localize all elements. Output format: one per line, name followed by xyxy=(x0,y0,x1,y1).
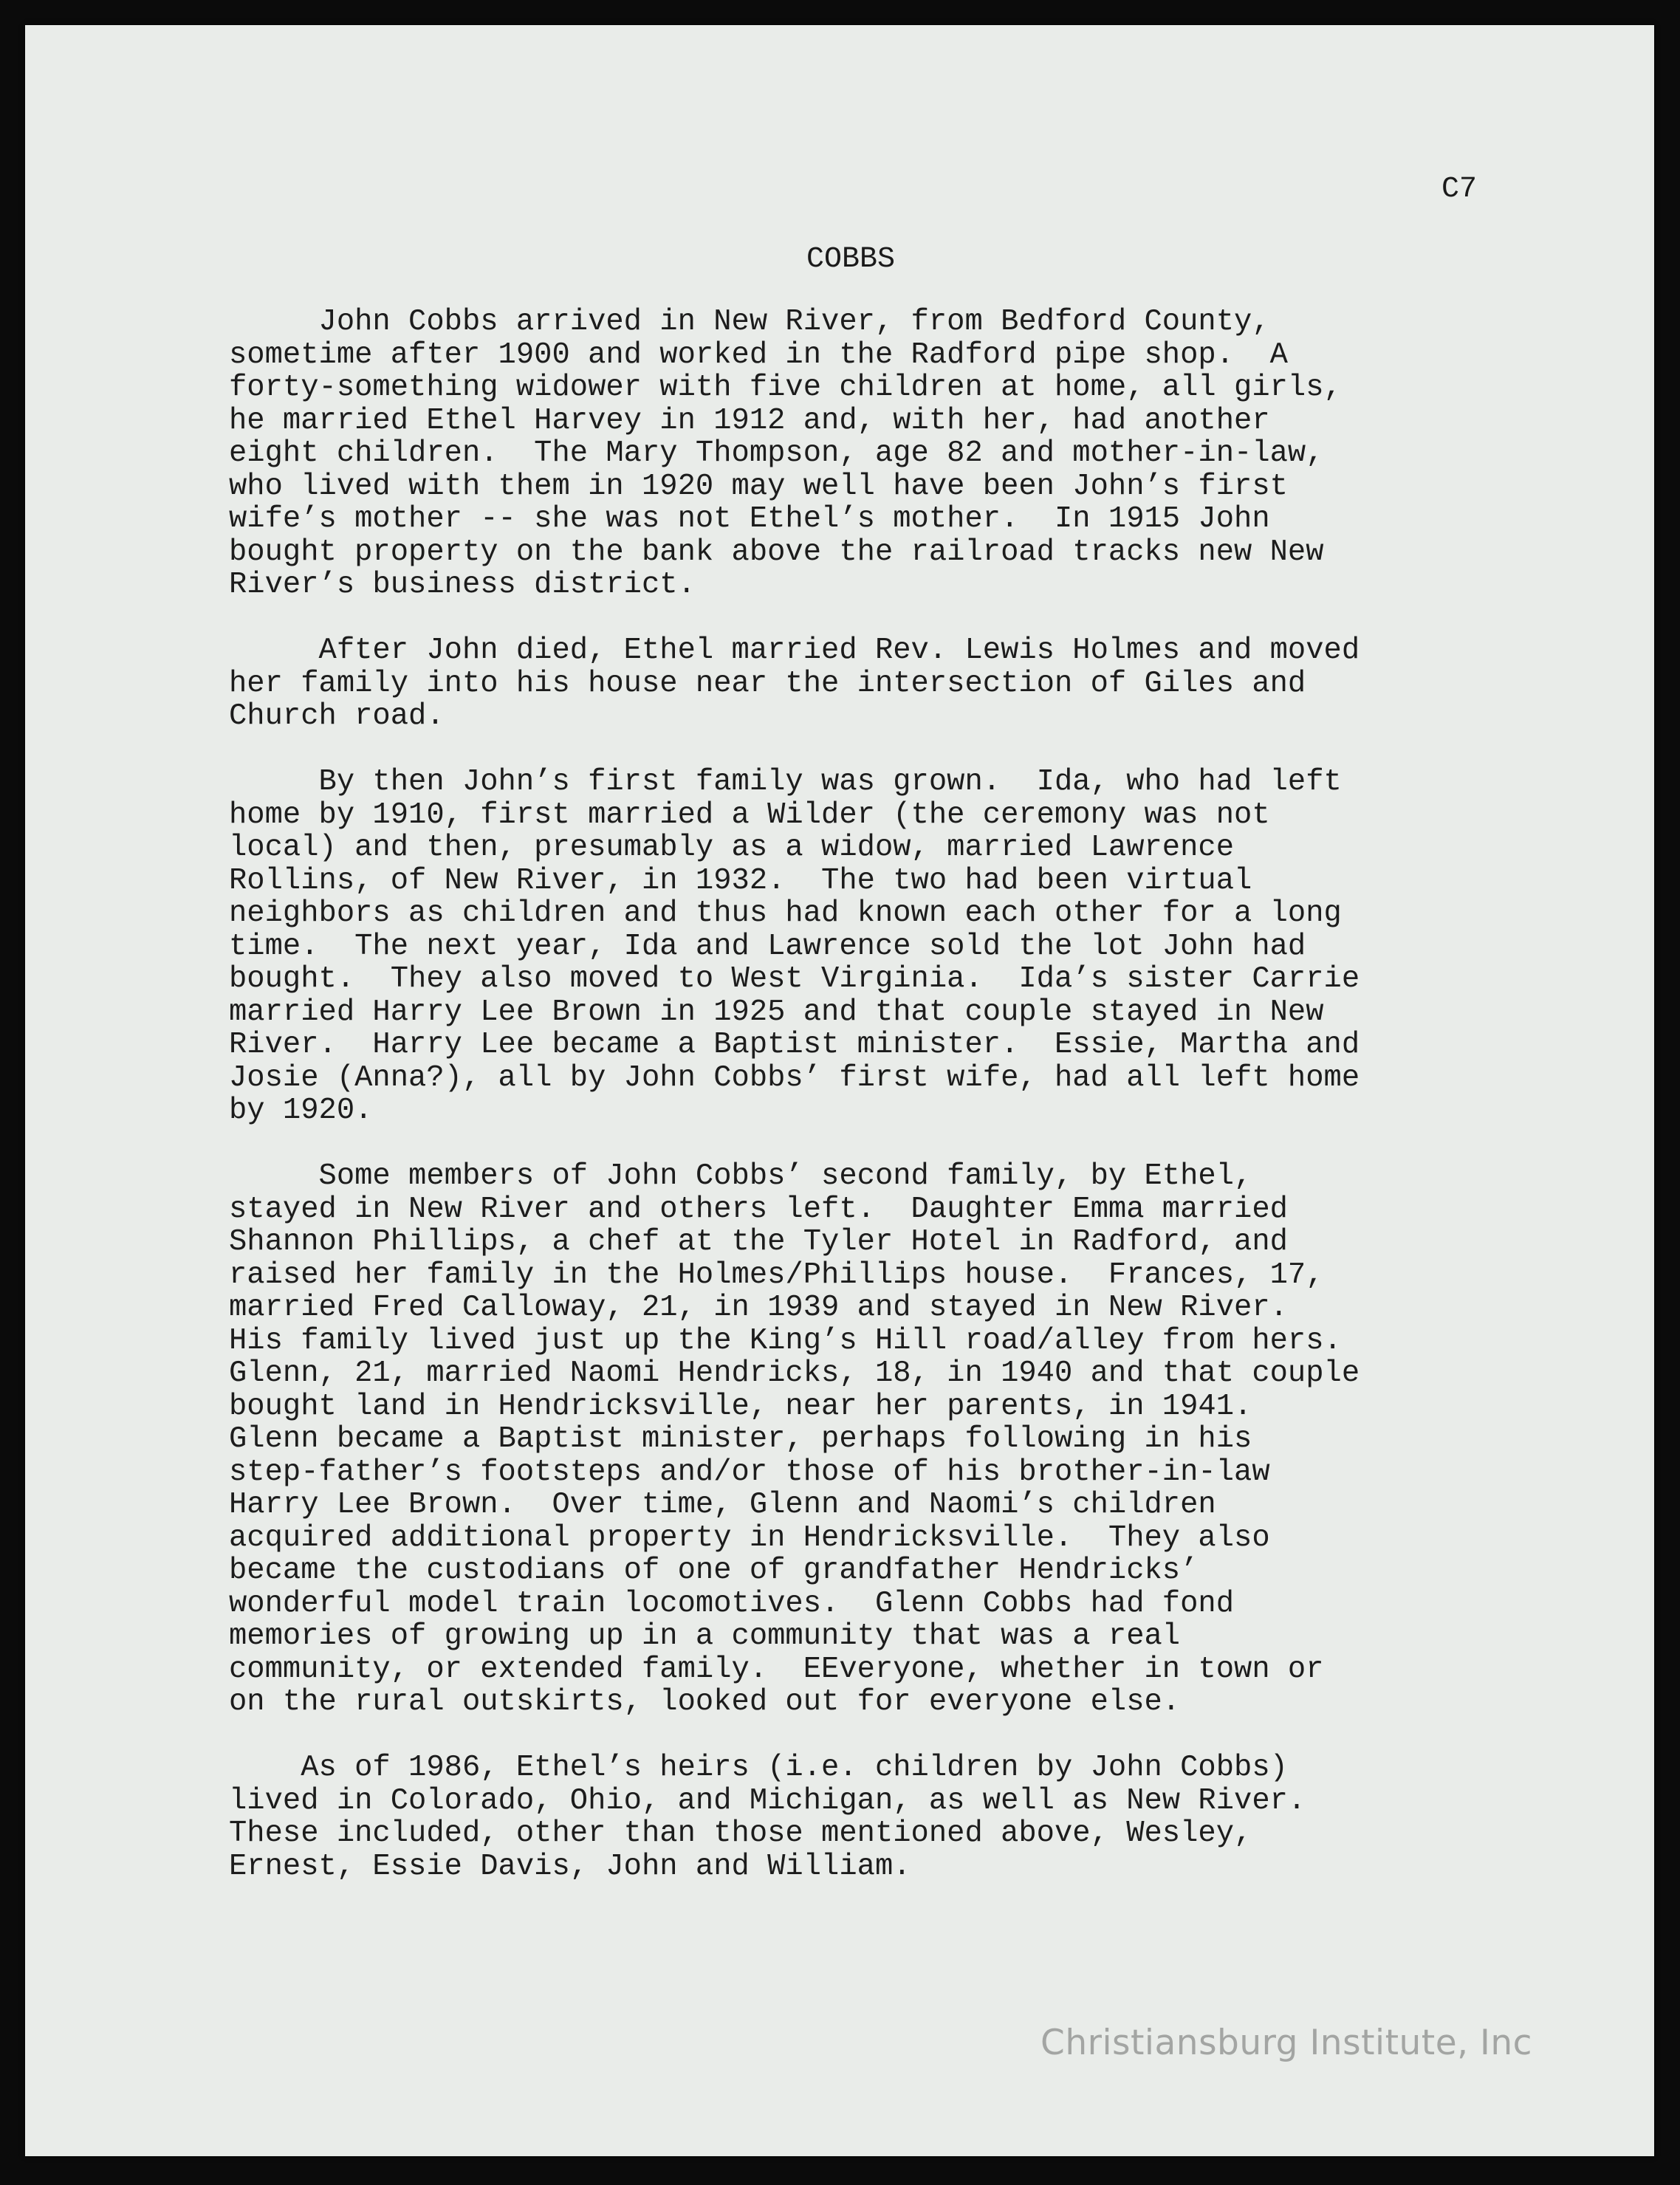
text-line: stayed in New River and others left. Daughter Emma married xyxy=(229,1192,1288,1227)
text-line: home by 1910, first married a Wilder (the ceremony was not xyxy=(229,797,1270,832)
text-line: These included, other than those mentioned above, Wesley, xyxy=(229,1817,1252,1850)
text-line: River. Harry Lee became a Baptist minister. Essie, Martha and xyxy=(229,1028,1360,1062)
text-line: by 1920. xyxy=(229,1094,373,1128)
text-line: time. The next year, Ida and Lawrence sold the lot John had xyxy=(229,929,1306,964)
text-line: lived in Colorado, Ohio, and Michigan, as well as New River. xyxy=(229,1783,1306,1818)
text-line: acquired additional property in Hendricksville. They also xyxy=(229,1520,1270,1555)
paragraph xyxy=(229,1160,1521,1719)
text-line: neighbors as children and thus had known each other for a long xyxy=(229,896,1342,930)
document-body xyxy=(229,306,1521,1916)
text-line: Harry Lee Brown. Over time, Glenn and Naomi’s children xyxy=(229,1488,1216,1522)
text-line: married Harry Lee Brown in 1925 and that couple stayed in New xyxy=(229,995,1324,1029)
text-line: By then John’s first family was grown. Ida, who had left xyxy=(229,765,1342,799)
text-line: bought property on the bank above the railroad tracks new New xyxy=(229,535,1324,569)
watermark: Christiansburg Institute, Inc xyxy=(1040,2023,1532,2063)
text-line: After John died, Ethel married Rev. Lewis Holmes and moved xyxy=(229,634,1360,668)
text-line: River’s business district. xyxy=(229,568,696,602)
text-line: on the rural outskirts, looked out for everyone else. xyxy=(229,1685,1181,1719)
text-line: he married Ethel Harvey in 1912 and, with her, had another xyxy=(229,403,1270,438)
text-line: memories of growing up in a community that was a real xyxy=(229,1619,1181,1653)
page-title: COBBS xyxy=(806,243,896,276)
text-line: Shannon Phillips, a chef at the Tyler Hotel in Radford, and xyxy=(229,1225,1288,1259)
text-line: married Fred Calloway, 21, in 1939 and stayed in New River. xyxy=(229,1291,1288,1325)
text-line: Church road. xyxy=(229,699,445,733)
text-line: eight children. The Mary Thompson, age 82 and mother-in-law, xyxy=(229,436,1324,470)
paragraph xyxy=(229,1752,1521,1883)
text-line: Glenn, 21, married Naomi Hendricks, 18, in 1940 and that couple xyxy=(229,1356,1360,1390)
text-line: local) and then, presumably as a widow, married Lawrence xyxy=(229,831,1235,865)
text-line: bought. They also moved to West Virginia. Ida’s sister Carrie xyxy=(229,962,1360,996)
text-line: wife’s mother -- she was not Ethel’s mother. In 1915 John xyxy=(229,502,1270,536)
paragraph xyxy=(229,634,1521,733)
text-line: community, or extended family. EEveryone, whether in town or xyxy=(229,1652,1324,1687)
text-line: His family lived just up the King’s Hill road/alley from hers. xyxy=(229,1323,1342,1358)
text-line: forty-something widower with five children at home, all girls, xyxy=(229,371,1342,405)
text-line: Ernest, Essie Davis, John and William. xyxy=(229,1849,911,1884)
text-line: Rollins, of New River, in 1932. The two had been virtual xyxy=(229,863,1252,898)
text-line: raised her family in the Holmes/Phillips house. Frances, 17, xyxy=(229,1258,1324,1292)
text-line: sometime after 1900 and worked in the Radford pipe shop. A xyxy=(229,337,1288,372)
paragraph xyxy=(229,306,1521,602)
text-line: Some members of John Cobbs’ second family, by Ethel, xyxy=(229,1159,1252,1193)
text-line: As of 1986, Ethel’s heirs (i.e. children by John Cobbs) xyxy=(229,1751,1288,1785)
text-line: became the custodians of one of grandfather Hendricks’ xyxy=(229,1554,1199,1588)
document-page xyxy=(25,25,1654,2156)
text-line: wonderful model train locomotives. Glenn Cobbs had fond xyxy=(229,1586,1235,1621)
text-line: John Cobbs arrived in New River, from Bedford County, xyxy=(229,305,1270,339)
text-line: Glenn became a Baptist minister, perhaps following in his xyxy=(229,1422,1252,1456)
text-line: her family into his house near the intersection of Giles and xyxy=(229,666,1306,701)
text-line: who lived with them in 1920 may well have been John’s first xyxy=(229,469,1288,504)
text-line: step-father’s footsteps and/or those of his brother-in-law xyxy=(229,1455,1270,1489)
text-line: bought land in Hendricksville, near her parents, in 1941. xyxy=(229,1389,1252,1424)
page-number: C7 xyxy=(1441,173,1477,206)
text-line: Josie (Anna?), all by John Cobbs’ first wife, had all left home xyxy=(229,1060,1360,1095)
paragraph xyxy=(229,766,1521,1128)
